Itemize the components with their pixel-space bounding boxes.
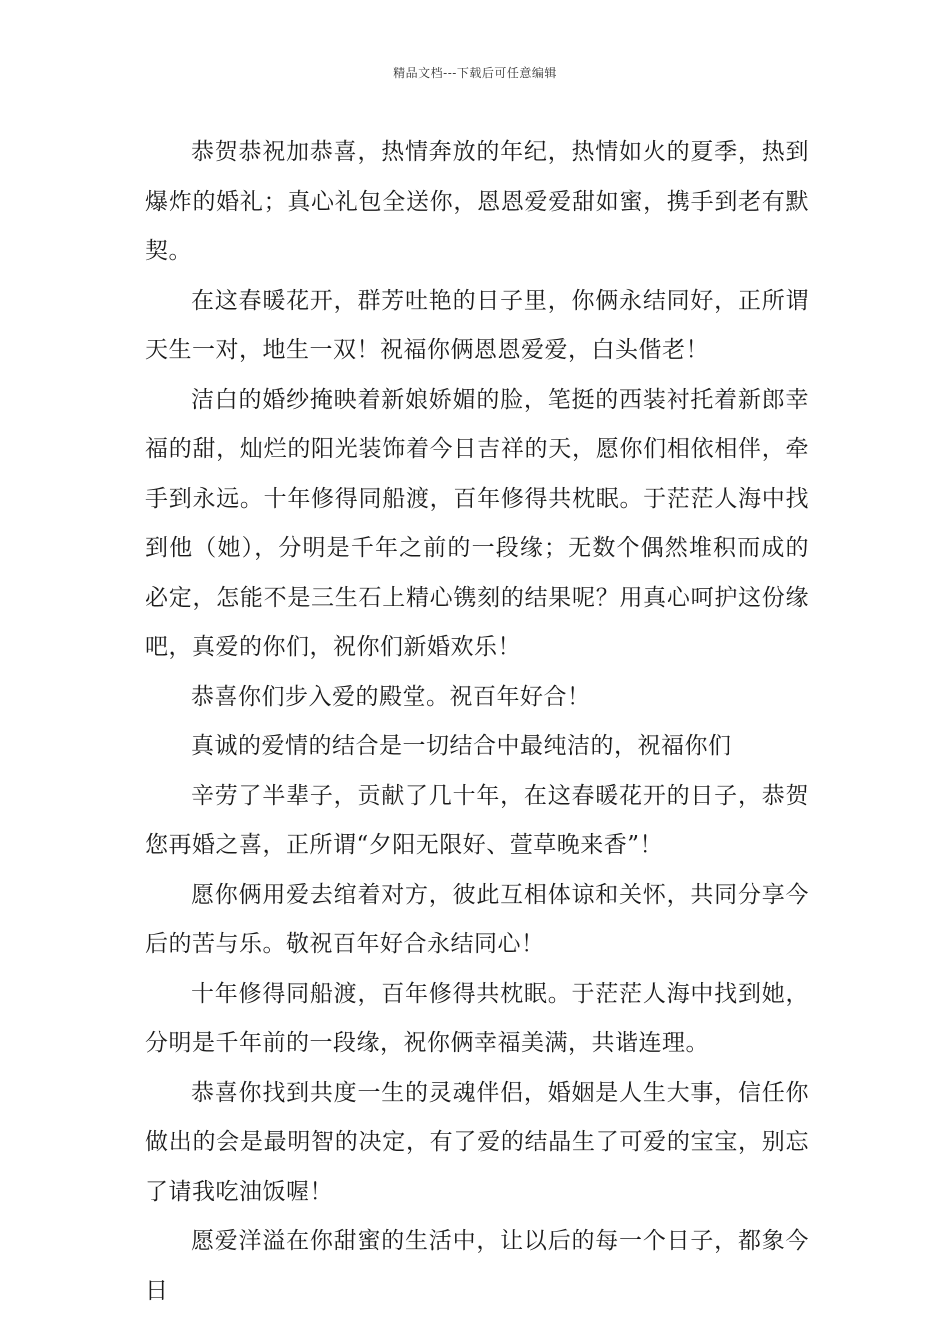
paragraph-10: 愿爱洋溢在你甜蜜的生活中，让以后的每一个日子，都象今日 bbox=[145, 1228, 809, 1304]
paragraph-9: 恭喜你找到共度一生的灵魂伴侣，婚姻是人生大事，信任你做出的会是最明智的决定，有了爱的结晶生了可爱的宝宝，别忘了请我吃油饭喔！ bbox=[145, 1079, 809, 1205]
paragraph-3: 洁白的婚纱掩映着新娘娇媚的脸，笔挺的西装衬托着新郎幸福的甜，灿烂的阳光装饰着今日吉祥的天，愿你们相依相伴，牵手到永远。十年修得同船渡，百年修得共枕眠。于茫茫人海中找到他（她），分明是千年之前的一段缘；无数个偶然堆积而成的必定，怎能不是三生石上精心镌刻的结果呢？用真心呵护这份缘吧，真爱的你们，祝你们新婚欢乐！ bbox=[145, 386, 809, 660]
paragraph-1: 恭贺恭祝加恭喜，热情奔放的年纪，热情如火的夏季，热到爆炸的婚礼；真心礼包全送你，恩恩爱爱甜如蜜，携手到老有默契。 bbox=[145, 139, 809, 264]
paragraph-6: 辛劳了半辈子，贡献了几十年，在这春暖花开的日子，恭贺您再婚之喜，正所谓“夕阳无限好、萱草晚来香”！ bbox=[145, 782, 809, 858]
page-header: 精品文档---下载后可任意编辑 bbox=[393, 66, 557, 80]
paragraph-8: 十年修得同船渡，百年修得共枕眠。于茫茫人海中找到她，分明是千年前的一段缘，祝你俩幸福美满，共谐连理。 bbox=[145, 980, 809, 1056]
paragraph-7: 愿你俩用爱去绾着对方，彼此互相体谅和关怀，共同分享今后的苦与乐。敬祝百年好合永结同心！ bbox=[145, 881, 809, 957]
document-body bbox=[145, 128, 809, 1316]
paragraph-4: 恭喜你们步入爱的殿堂。祝百年好合！ bbox=[191, 683, 591, 710]
paragraph-2: 在这春暖花开，群芳吐艳的日子里，你俩永结同好，正所谓天生一对，地生一双！祝福你俩恩恩爱爱，白头偕老！ bbox=[145, 287, 809, 363]
paragraph-5: 真诚的爱情的结合是一切结合中最纯洁的，祝福你们 bbox=[191, 733, 732, 759]
